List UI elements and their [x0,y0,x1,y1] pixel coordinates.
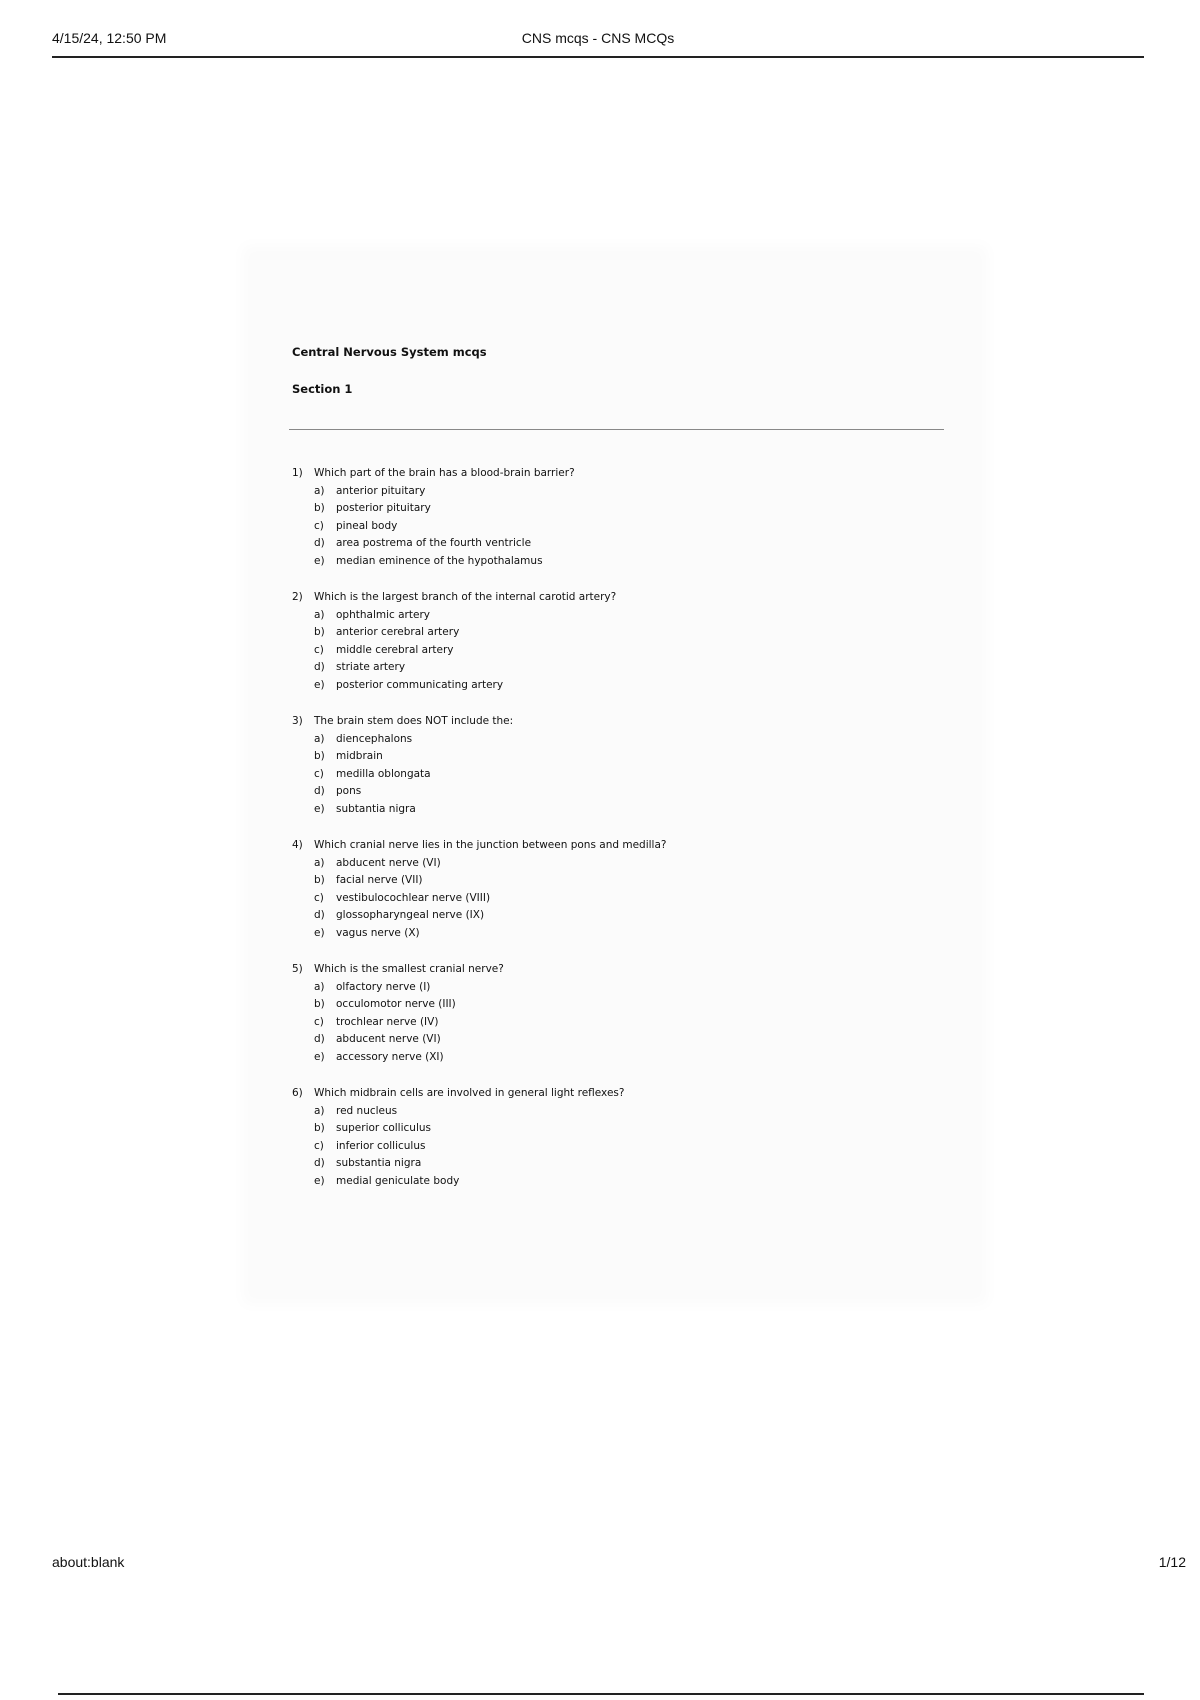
answer-option [292,855,947,873]
answer-option [292,677,947,695]
option-text: subtantia nigra [336,802,416,815]
question-number: 1) [292,467,303,479]
option-text: posterior communicating artery [336,678,504,691]
document-body [292,345,947,1209]
option-text: superior colliculus [336,1122,431,1134]
document-page [252,255,978,1295]
answer-option [292,979,947,997]
print-url: about:blank [52,1554,125,1570]
option-letter: e) [314,926,325,939]
question-item [292,961,947,1066]
option-text: pons [336,785,362,797]
question-text-line [292,837,947,855]
option-letter: c) [314,767,324,780]
option-letter: e) [314,802,325,815]
section-heading: Section 1 [292,382,353,396]
answer-option [292,907,947,925]
option-text: striate artery [336,661,406,673]
answer-option [292,518,947,536]
answer-option [292,1031,947,1049]
answer-option [292,659,947,677]
answer-option [292,1173,947,1191]
question-text: Which part of the brain has a blood-brain barrier? [314,467,575,479]
option-letter: b) [314,750,325,762]
question-item [292,465,947,570]
option-text: substantia nigra [336,1157,422,1169]
option-letter: a) [314,608,325,621]
option-letter: d) [314,661,325,673]
answer-option [292,624,947,642]
question-number: 3) [292,715,303,727]
answer-option [292,483,947,501]
question-item [292,713,947,818]
question-item [292,837,947,942]
answer-option [292,890,947,908]
answer-option [292,642,947,660]
answer-option [292,1103,947,1121]
question-text-line [292,465,947,483]
document-title: Central Nervous System mcqs [292,345,487,359]
option-text: pineal body [336,519,398,532]
question-text: Which is the smallest cranial nerve? [314,963,504,975]
option-text: vagus nerve (X) [336,926,420,939]
option-letter: b) [314,998,325,1010]
answer-option [292,1014,947,1032]
option-text: vestibulocochlear nerve (VIII) [336,891,491,904]
answer-option [292,1155,947,1173]
option-text: medilla oblongata [336,767,431,780]
option-text: inferior colliculus [336,1139,426,1152]
question-list [292,465,947,1190]
option-text: anterior cerebral artery [336,626,460,638]
answer-option [292,766,947,784]
question-text-line [292,961,947,979]
option-letter: a) [314,856,325,869]
answer-option [292,872,947,890]
option-letter: a) [314,732,325,745]
option-letter: d) [314,1033,325,1045]
option-text: abducent nerve (VI) [336,856,441,869]
answer-option [292,783,947,801]
option-letter: b) [314,502,325,514]
option-text: trochlear nerve (IV) [336,1015,439,1028]
option-text: facial nerve (VII) [336,874,423,886]
bottom-divider [58,1693,1144,1695]
question-text-line [292,1085,947,1103]
option-text: posterior pituitary [336,502,431,514]
print-header [52,28,1144,58]
question-text: The brain stem does NOT include the: [314,715,514,727]
option-letter: a) [314,484,325,497]
option-letter: a) [314,1104,325,1117]
option-text: ophthalmic artery [336,608,430,621]
option-letter: b) [314,626,325,638]
option-letter: c) [314,1139,324,1152]
option-text: anterior pituitary [336,484,426,497]
option-text: olfactory nerve (I) [336,980,431,993]
question-number: 4) [292,839,303,851]
option-letter: a) [314,980,325,993]
option-text: abducent nerve (VI) [336,1033,441,1045]
option-letter: b) [314,1122,325,1134]
answer-option [292,1120,947,1138]
option-letter: d) [314,537,325,549]
answer-option [292,801,947,819]
option-letter: c) [314,1015,324,1028]
question-text: Which is the largest branch of the internal carotid artery? [314,591,617,603]
option-text: midbrain [336,750,383,762]
section-divider [289,429,944,430]
option-letter: b) [314,874,325,886]
option-letter: c) [314,643,324,656]
question-text: Which cranial nerve lies in the junction between pons and medilla? [314,839,667,851]
answer-option [292,535,947,553]
answer-option [292,1138,947,1156]
option-text: median eminence of the hypothalamus [336,554,543,567]
option-text: area postrema of the fourth ventricle [336,537,532,549]
option-text: glossopharyngeal nerve (IX) [336,909,485,921]
answer-option [292,996,947,1014]
question-number: 6) [292,1087,303,1099]
answer-option [292,731,947,749]
option-letter: d) [314,785,325,797]
question-text: Which midbrain cells are involved in general light reflexes? [314,1087,625,1099]
answer-option [292,1049,947,1067]
answer-option [292,607,947,625]
option-letter: e) [314,678,325,691]
option-text: accessory nerve (XI) [336,1050,444,1063]
print-title: CNS mcqs - CNS MCQs [521,30,675,46]
page-number: 1/12 [1158,1554,1186,1570]
question-text-line [292,589,947,607]
option-letter: d) [314,1157,325,1169]
answer-option [292,925,947,943]
option-letter: c) [314,891,324,904]
option-letter: c) [314,519,324,532]
option-letter: e) [314,1050,325,1063]
option-letter: d) [314,909,325,921]
question-text-line [292,713,947,731]
option-letter: e) [314,554,325,567]
question-number: 2) [292,591,303,603]
option-text: red nucleus [336,1104,398,1117]
option-letter: e) [314,1174,325,1187]
question-item [292,1085,947,1190]
question-number: 5) [292,963,303,975]
option-text: occulomotor nerve (III) [336,998,456,1010]
question-item [292,589,947,694]
option-text: diencephalons [336,732,413,745]
answer-option [292,748,947,766]
print-date: 4/15/24, 12:50 PM [52,30,167,46]
answer-option [292,500,947,518]
option-text: medial geniculate body [336,1174,460,1187]
answer-option [292,553,947,571]
option-text: middle cerebral artery [336,643,454,656]
